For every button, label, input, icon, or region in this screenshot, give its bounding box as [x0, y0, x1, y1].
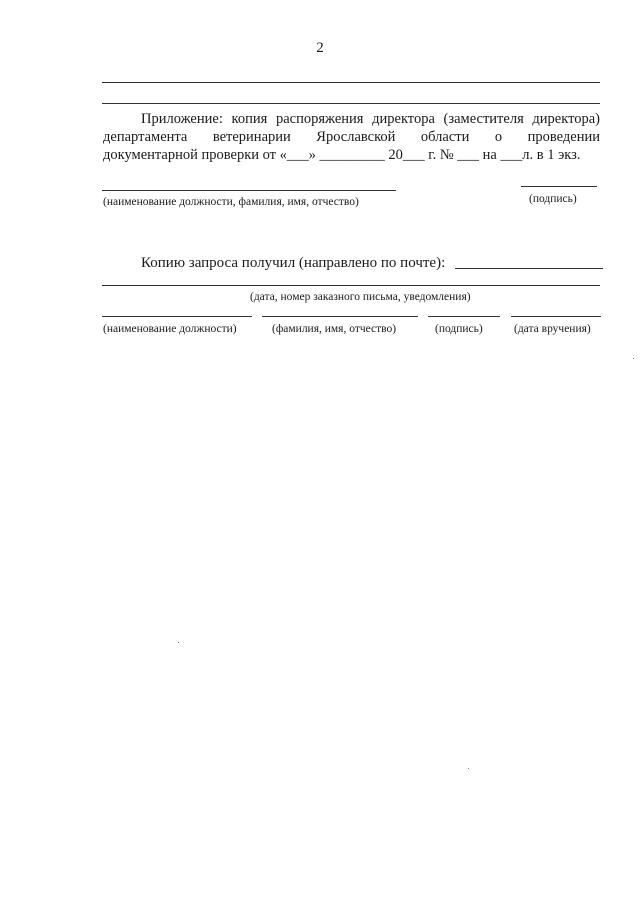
appendix-paragraph: [103, 110, 600, 164]
date-caption: (дата вручения): [514, 323, 591, 335]
scan-speck: [178, 642, 179, 643]
receipt-signature-line: [428, 316, 500, 317]
date-line: [511, 316, 601, 317]
fullname-caption: (фамилия, имя, отчество): [272, 323, 397, 335]
page-number: 2: [316, 40, 324, 56]
name-caption: (наименование должности, фамилия, имя, отчество): [103, 196, 359, 208]
blank-line-2: [102, 103, 600, 104]
letter-line: [102, 285, 600, 286]
signature-caption: (подпись): [529, 193, 577, 205]
scan-speck: [468, 768, 469, 769]
receipt-line: [455, 268, 603, 269]
signature-line: [521, 186, 597, 187]
fullname-line: [262, 316, 418, 317]
position-line: [102, 316, 252, 317]
position-caption: (наименование должности): [103, 323, 237, 335]
receipt-text: Копию запроса получил (направлено по почте):: [141, 255, 446, 271]
name-line: [102, 190, 396, 191]
appendix-line-3: документарной проверки от «___» _________ 20___ г. № ___ на ___л. в 1 экз.: [103, 147, 581, 163]
appendix-line-2: департамента ветеринарии Ярославской области о проведении: [103, 129, 600, 145]
letter-caption: (дата, номер заказного письма, уведомления): [250, 291, 471, 303]
appendix-line-1: Приложение: копия распоряжения директора (заместителя директора): [141, 111, 600, 127]
blank-line-1: [102, 82, 600, 83]
receipt-signature-caption: (подпись): [435, 323, 483, 335]
scan-speck: [633, 358, 634, 359]
